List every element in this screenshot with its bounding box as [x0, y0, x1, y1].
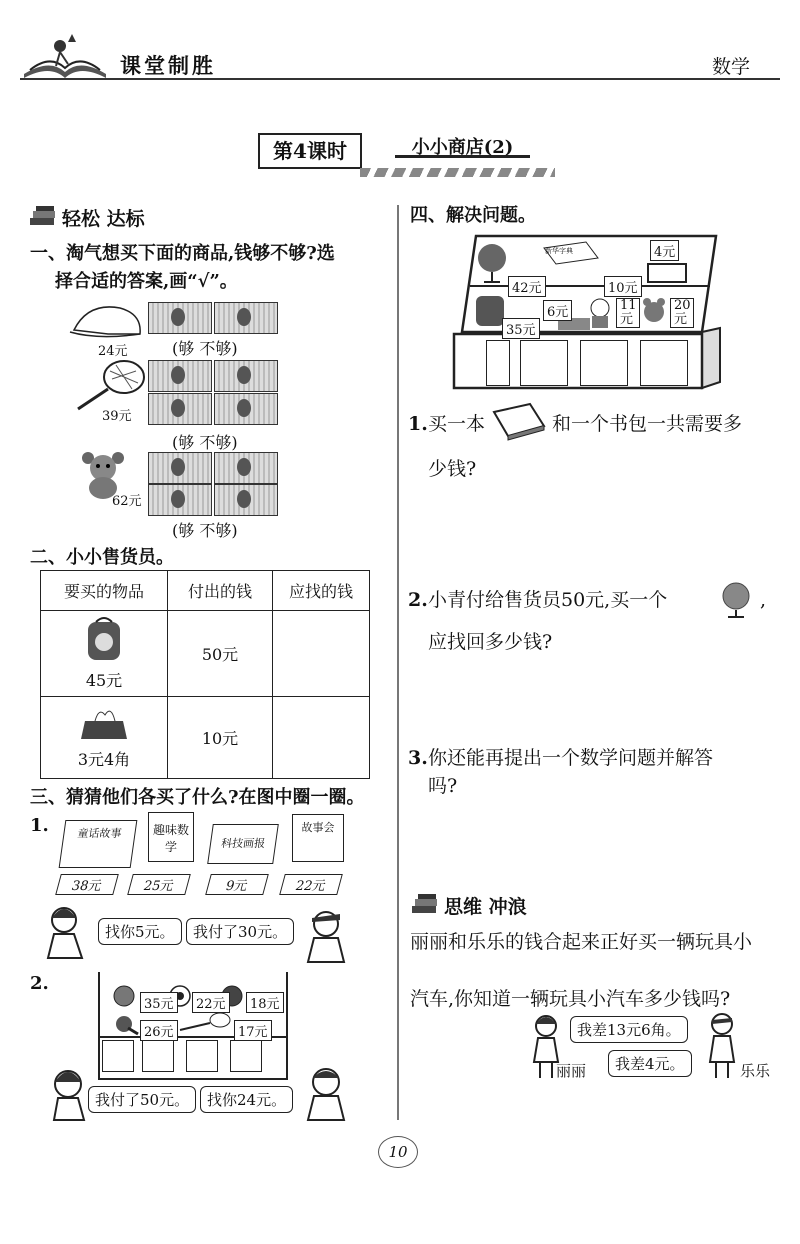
book-logo-icon — [20, 28, 110, 80]
p1-num: 1. — [408, 413, 428, 435]
subject-label: 数学 — [712, 56, 751, 78]
cabinet-door — [640, 340, 688, 386]
ping-pong-paddle-icon — [114, 1014, 142, 1036]
bill-1a — [148, 484, 212, 516]
header-rule — [20, 78, 780, 80]
bubble-change-5: 找你5元。 — [98, 918, 182, 945]
dictionary-label: 新华字典 — [545, 247, 573, 255]
bill-10 — [214, 302, 278, 334]
p1-text-b: 和一个书包一共需要多 — [552, 413, 743, 435]
q4-title: 四、解决问题。 — [410, 205, 536, 226]
bill-5 — [214, 393, 278, 425]
paid-cell: 10元 — [168, 697, 273, 779]
p3-num: 3. — [408, 747, 428, 769]
tag-26: 26元 — [140, 1020, 178, 1041]
cabinet-door — [520, 340, 568, 386]
section-think-title: 思维 冲浪 — [444, 896, 527, 918]
p3-answer-area[interactable] — [410, 804, 770, 884]
girl-figure-icon — [42, 904, 92, 960]
tag-22: 22元 — [279, 874, 343, 895]
bill-1b — [214, 484, 278, 516]
cabinet-door — [186, 1040, 218, 1072]
backpack-price: 45元 — [85, 671, 123, 690]
bill-20 — [148, 302, 212, 334]
cabinet-door — [580, 340, 628, 386]
title-stripes — [360, 168, 555, 177]
book-science[interactable]: 科技画报 — [207, 824, 279, 864]
change-answer-cell[interactable] — [273, 611, 370, 697]
challenge-line2: 汽车,你知道一辆玩具小汽车多少钱吗? — [410, 988, 731, 1010]
item1-price: 24元 — [98, 344, 128, 359]
q3-title: 三、猜猜他们各买了什么?在图中圈一圈。 — [30, 787, 365, 808]
challenge-line1: 丽丽和乐乐的钱合起来正好买一辆玩具小 — [410, 931, 753, 953]
tag-18: 18元 — [246, 992, 284, 1013]
q3-p2-num: 2. — [30, 973, 49, 994]
p2-text-b: , — [760, 589, 767, 611]
tissue-box-icon — [77, 705, 131, 743]
col-header-paid: 付出的钱 — [168, 571, 273, 611]
basketball-icon — [112, 984, 136, 1008]
cap-icon — [68, 300, 146, 340]
col-header-item: 要买的物品 — [41, 571, 168, 611]
tag-35b: 35元 — [502, 318, 540, 339]
tag-17: 17元 — [234, 1020, 272, 1041]
tag-22b: 22元 — [192, 992, 230, 1013]
books-stack-icon — [28, 206, 58, 228]
globe-icon — [718, 580, 754, 620]
books-stack-icon — [410, 894, 440, 916]
tissue-cell — [41, 697, 168, 779]
bubble-paid-30: 我付了30元。 — [186, 918, 294, 945]
q2-table — [40, 570, 370, 779]
cabinet-door — [102, 1040, 134, 1072]
tag-20: 20元 — [670, 298, 694, 328]
cabinet-door — [486, 340, 510, 386]
p2-text-c: 应找回多少钱? — [428, 631, 553, 653]
col-header-change: 应找的钱 — [273, 571, 370, 611]
p1-answer-area[interactable] — [410, 490, 770, 580]
item1-options[interactable]: (够 不够) — [172, 339, 238, 358]
item3-price: 62元 — [112, 494, 142, 509]
p1-text-a: 买一本 — [428, 413, 486, 435]
cabinet-door — [230, 1040, 262, 1072]
lele-figure-icon — [704, 1012, 740, 1082]
book-fairy-tales[interactable]: 童话故事 — [59, 820, 138, 868]
book-fun-math[interactable]: 趣味数学 — [148, 812, 194, 862]
tag-4: 4元 — [650, 240, 679, 261]
q2-title: 二、小小售货员。 — [30, 547, 174, 568]
bubble-lele: 我差4元。 — [608, 1050, 692, 1077]
tag-9: 9元 — [205, 874, 269, 895]
table-row — [41, 697, 370, 779]
boy-figure-icon — [300, 906, 350, 964]
book-stories[interactable]: 故事会 — [292, 814, 344, 862]
q3-p1-num: 1. — [30, 815, 49, 836]
boy2-figure-icon — [302, 1064, 352, 1122]
q1-line2: 择合适的答案,画“√”。 — [55, 271, 238, 292]
p2-text-a: 小青付给售货员50元,买一个 — [428, 589, 668, 611]
lesson-title: 小小商店(2) — [395, 133, 530, 158]
change-answer-cell[interactable] — [273, 697, 370, 779]
bubble-paid-50: 我付了50元。 — [88, 1086, 196, 1113]
tag-38: 38元 — [55, 874, 119, 895]
item2-options[interactable]: (够 不够) — [172, 433, 238, 452]
tissue-price: 3元4角 — [77, 750, 131, 769]
tag-35: 35元 — [140, 992, 178, 1013]
q1-line1: 一、淘气想买下面的商品,钱够不够?选 — [30, 243, 335, 264]
bill-10b — [214, 360, 278, 392]
name-lili: 丽丽 — [556, 1062, 587, 1080]
tag-42: 42元 — [508, 276, 546, 297]
p2-answer-area[interactable] — [410, 662, 770, 738]
badminton-racket-icon — [176, 1010, 232, 1034]
table-row — [41, 611, 370, 697]
bubble-change-24: 找你24元。 — [200, 1086, 293, 1113]
backpack-icon — [82, 616, 126, 664]
lesson-number: 第4课时 — [258, 133, 362, 169]
bill-10c — [148, 393, 212, 425]
tag-25: 25元 — [127, 874, 191, 895]
dictionary-icon — [490, 402, 548, 442]
paid-cell: 50元 — [168, 611, 273, 697]
tag-10: 10元 — [604, 276, 642, 297]
backpack-cell — [41, 611, 168, 697]
name-lele: 乐乐 — [740, 1062, 771, 1080]
item2-price: 39元 — [102, 409, 132, 424]
bill-10a — [148, 360, 212, 392]
bill-5a — [214, 452, 278, 484]
p2-num: 2. — [408, 589, 428, 611]
cabinet-door — [142, 1040, 174, 1072]
girl2-figure-icon — [46, 1066, 92, 1122]
page-number: 10 — [378, 1136, 418, 1168]
tag-11: 11元 — [616, 298, 640, 328]
p3-text-b: 吗? — [428, 775, 458, 797]
brand-title: 课堂制胜 — [120, 54, 216, 78]
column-divider — [397, 205, 399, 1120]
section-easy-title: 轻松 达标 — [62, 208, 145, 230]
item3-options[interactable]: (够 不够) — [172, 521, 238, 540]
p1-text-c: 少钱? — [428, 458, 477, 480]
bill-50 — [148, 452, 212, 484]
p3-text-a: 你还能再提出一个数学问题并解答 — [428, 747, 714, 769]
tag-6: 6元 — [543, 300, 572, 321]
bubble-lili: 我差13元6角。 — [570, 1016, 688, 1043]
